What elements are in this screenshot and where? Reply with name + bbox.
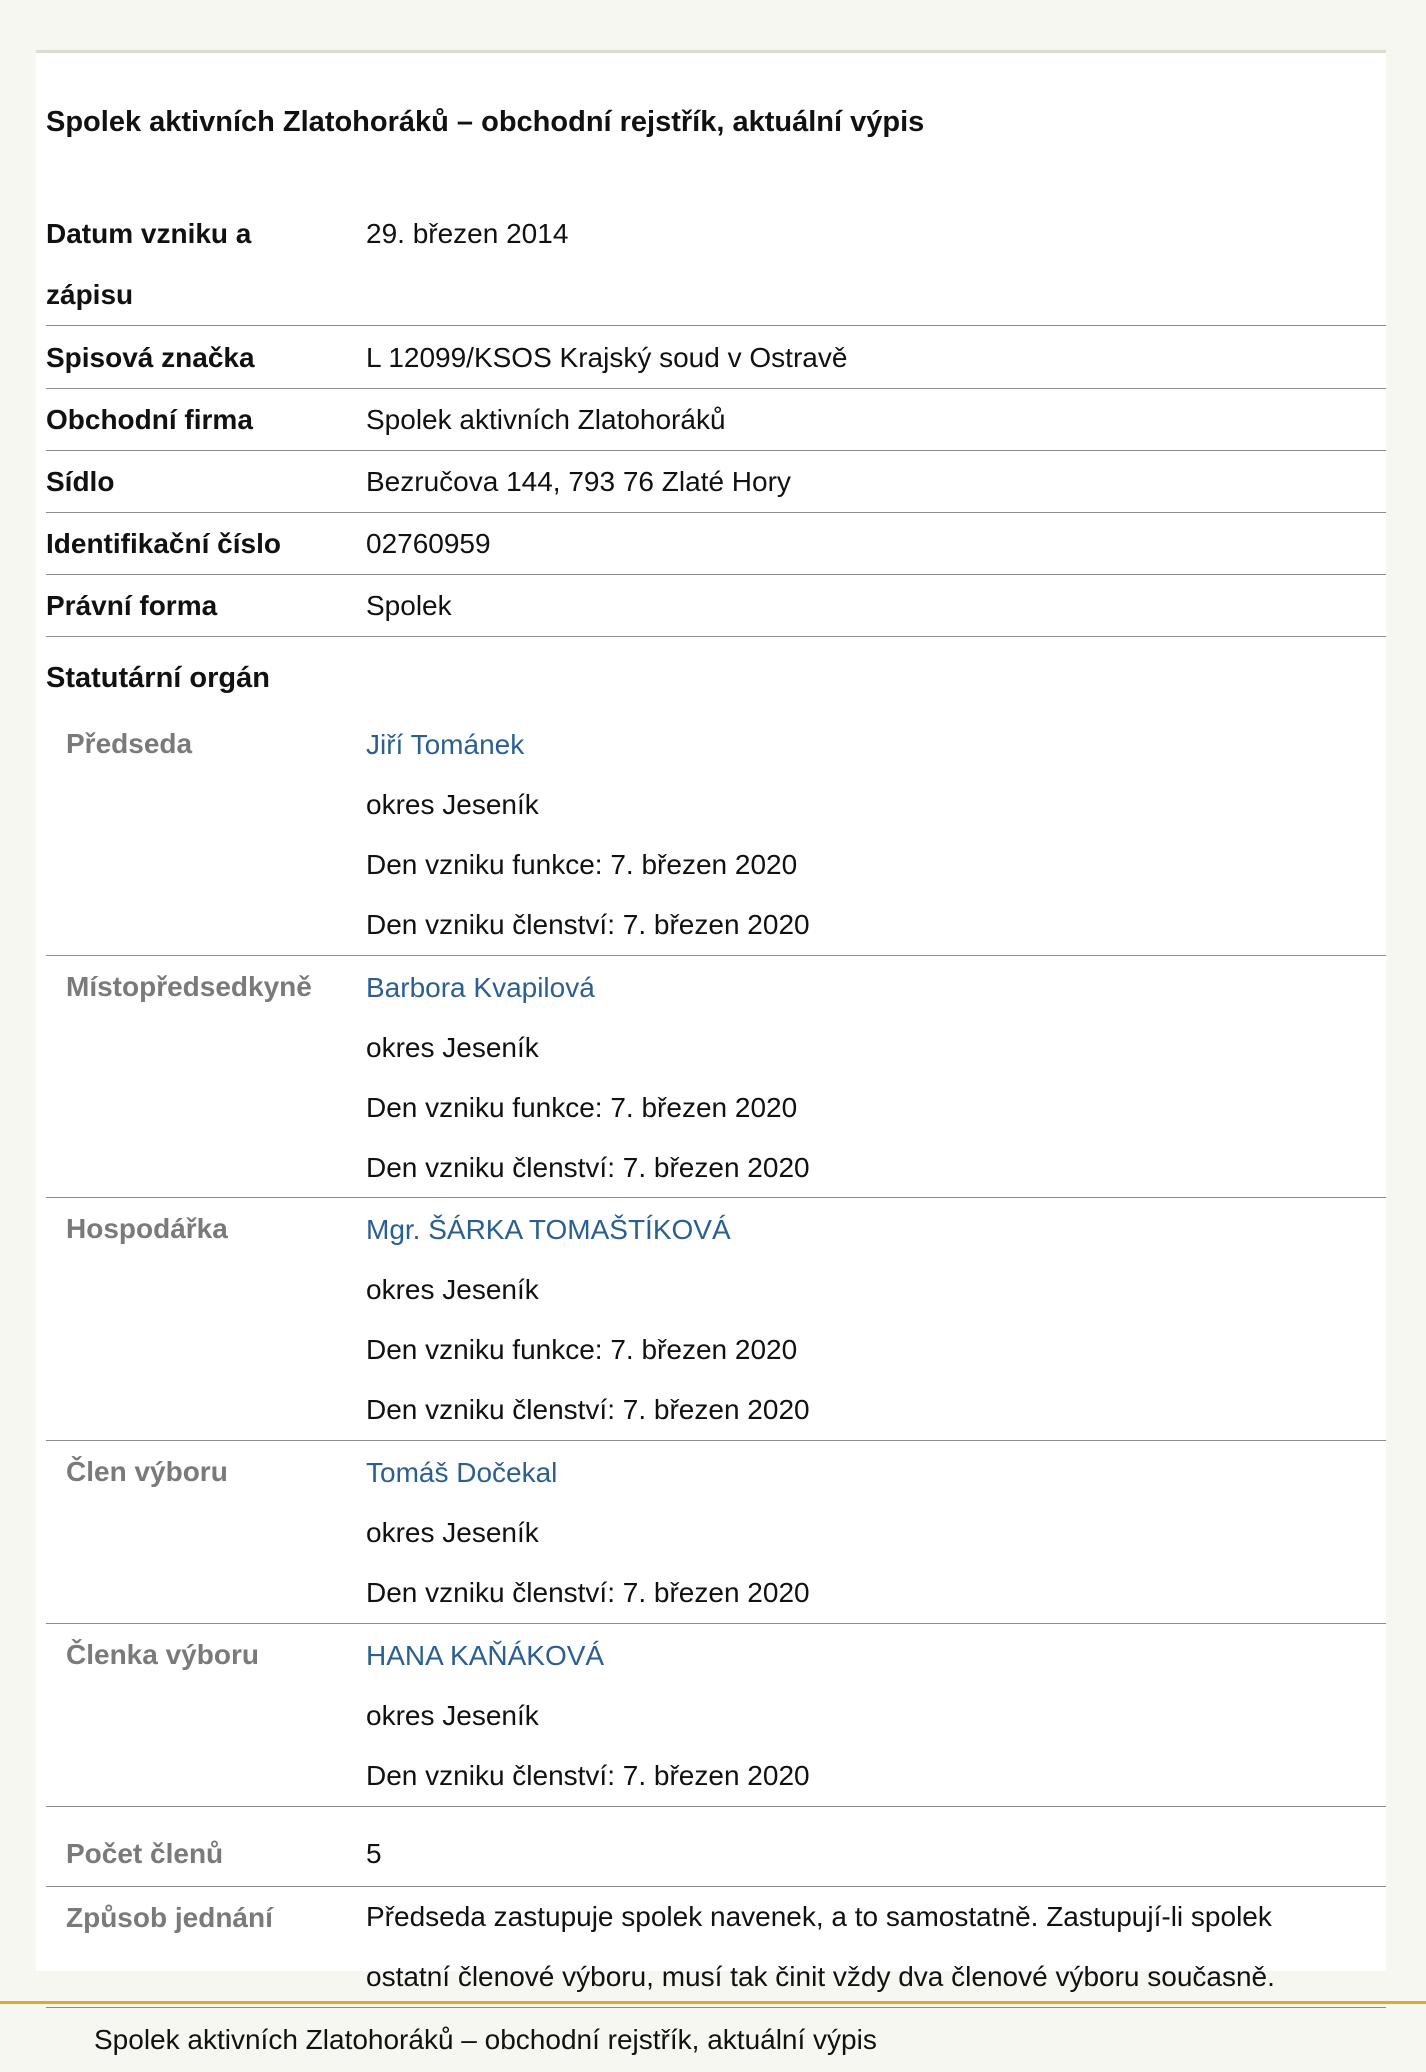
member-count-value: 5 [366, 1838, 382, 1869]
member-function-start: Den vzniku funkce: 7. březen 2020 [366, 849, 798, 880]
page-title: Spolek aktivních Zlatohoráků – obchodní rejstřík, aktuální výpis [46, 106, 925, 138]
member-row [46, 1624, 1386, 1807]
field-label: Datum vzniku a zápisu [46, 218, 252, 310]
representation-text-line: Předseda zastupuje spolek navenek, a to samostatně. Zastupují-li spolek [366, 1901, 1272, 1932]
representation-row [46, 1887, 1386, 2008]
field-row-id-number [46, 513, 1386, 575]
field-value: Bezručova 144, 793 76 Zlaté Hory [366, 466, 791, 497]
member-row [46, 956, 1386, 1198]
member-name-link[interactable]: Jiří Tománek [366, 729, 525, 760]
field-row-seat [46, 451, 1386, 513]
member-row [46, 713, 1386, 956]
member-count-row [46, 1823, 1386, 1887]
member-name-link[interactable]: Tomáš Dočekal [366, 1457, 558, 1488]
field-value: Spolek aktivních Zlatohoráků [366, 404, 726, 435]
member-district: okres Jeseník [366, 1700, 539, 1731]
member-name-link[interactable]: HANA KAŇÁKOVÁ [366, 1640, 605, 1671]
member-role: Místopředsedkyně [66, 971, 312, 1002]
member-membership-start: Den vzniku členství: 7. březen 2020 [366, 909, 810, 940]
member-function-start: Den vzniku funkce: 7. březen 2020 [366, 1334, 798, 1365]
member-membership-start: Den vzniku členství: 7. březen 2020 [366, 1577, 810, 1608]
section-heading-statutory: Statutární orgán [46, 662, 270, 694]
member-role: Předseda [66, 728, 193, 759]
member-function-start: Den vzniku funkce: 7. březen 2020 [366, 1092, 798, 1123]
member-row [46, 1198, 1386, 1441]
representation-text-line: ostatní členové výboru, musí tak činit vždy dva členové výboru současně. [366, 1961, 1275, 1992]
member-role: Hospodářka [66, 1213, 228, 1244]
field-row-legal-form [46, 575, 1386, 637]
member-district: okres Jeseník [366, 1032, 539, 1063]
field-label: Sídlo [46, 466, 115, 497]
member-role: Členka výboru [66, 1639, 259, 1670]
field-value: 29. březen 2014 [366, 218, 569, 249]
member-district: okres Jeseník [366, 1517, 539, 1548]
field-row-date [46, 203, 1386, 326]
field-row-file-number [46, 327, 1386, 389]
member-district: okres Jeseník [366, 1274, 539, 1305]
member-row [46, 1441, 1386, 1624]
member-name-link[interactable]: Barbora Kvapilová [366, 972, 595, 1003]
member-count-label: Počet členů [66, 1838, 224, 1869]
member-membership-start: Den vzniku členství: 7. březen 2020 [366, 1760, 810, 1791]
field-label: Identifikační číslo [46, 528, 281, 559]
member-district: okres Jeseník [366, 789, 539, 820]
member-membership-start: Den vzniku členství: 7. březen 2020 [366, 1152, 810, 1183]
field-label: Obchodní firma [46, 404, 253, 435]
field-value: 02760959 [366, 528, 491, 559]
document-panel [36, 50, 1386, 1992]
field-value: L 12099/KSOS Krajský soud v Ostravě [366, 342, 848, 373]
footer-divider [0, 2001, 1426, 2004]
member-membership-start: Den vzniku členství: 7. březen 2020 [366, 1394, 810, 1425]
member-role: Člen výboru [66, 1456, 228, 1487]
representation-label: Způsob jednání [66, 1902, 273, 1933]
field-label: Právní forma [46, 590, 218, 621]
field-label: Spisová značka [46, 342, 255, 373]
field-value: Spolek [366, 590, 452, 621]
field-row-company-name [46, 389, 1386, 451]
member-name-link[interactable]: Mgr. ŠÁRKA TOMAŠTÍKOVÁ [366, 1214, 731, 1245]
footer-text: Spolek aktivních Zlatohoráků – obchodní rejstřík, aktuální výpis [94, 2024, 877, 2055]
